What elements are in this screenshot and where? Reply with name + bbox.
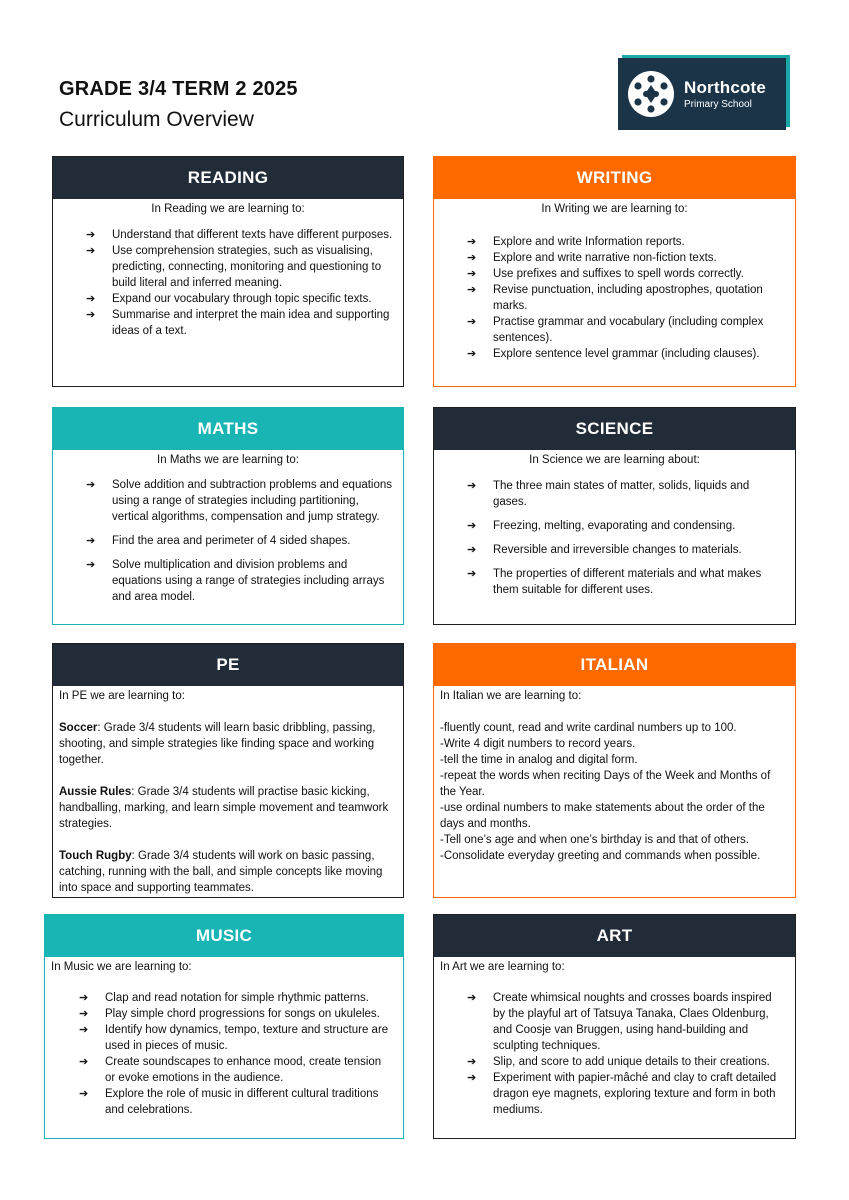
list-item: ➔ Practise grammar and vocabulary (including complex sentences). bbox=[467, 314, 785, 346]
list-item: -fluently count, read and write cardinal numbers up to 100. bbox=[440, 722, 737, 734]
writing-panel bbox=[433, 156, 796, 387]
list-item: ➔ Explore sentence level grammar (including clauses). bbox=[467, 346, 785, 362]
list-item: ➔ Play simple chord progressions for songs on ukuleles. bbox=[79, 1006, 393, 1022]
list-item: ➔ Create whimsical noughts and crosses boards inspired by the playful art of Tatsuya Tanaka, Claes Oldenburg, and Coosje van Bruggen, using hand-building and sculpting techniques. bbox=[467, 990, 785, 1054]
pe-sport-soccer bbox=[59, 720, 397, 768]
pe-sport-touch-rugby bbox=[59, 848, 397, 896]
list-item: ➔ Revise punctuation, including apostrophes, quotation marks. bbox=[467, 282, 785, 314]
logo-name: Northcote bbox=[684, 78, 767, 97]
sport-name: Touch Rugby bbox=[59, 850, 132, 862]
list-item: ➔ Use prefixes and suffixes to spell words correctly. bbox=[467, 266, 785, 282]
maths-panel bbox=[52, 407, 404, 625]
list-item: ➔ Solve multiplication and division problems and equations using a range of strategies including arrays and area model. bbox=[86, 557, 393, 605]
music-intro: In Music we are learning to: bbox=[51, 961, 192, 973]
maths-intro: In Maths we are learning to: bbox=[157, 454, 299, 466]
maths-heading: MATHS bbox=[53, 408, 403, 450]
list-item: ➔ The properties of different materials and what makes them suitable for different uses. bbox=[467, 566, 785, 598]
art-intro: In Art we are learning to: bbox=[440, 961, 565, 973]
list-item: ➔ Freezing, melting, evaporating and condensing. bbox=[467, 518, 785, 534]
art-heading: ART bbox=[434, 915, 795, 957]
page-subtitle: Curriculum Overview bbox=[59, 108, 254, 131]
list-item: -repeat the words when reciting Days of the Week and Months of the Year. bbox=[440, 770, 771, 798]
sport-name: Aussie Rules bbox=[59, 786, 132, 798]
list-item: ➔ Expand our vocabulary through topic specific texts. bbox=[86, 291, 393, 307]
pe-heading: PE bbox=[53, 644, 403, 686]
sport-description: : Grade 3/4 students will work on basic passing, catching, running with the ball, and simple concepts like moving into space and supporting teammates. bbox=[59, 850, 383, 894]
list-item: -tell the time in analog and digital form. bbox=[440, 754, 638, 766]
music-panel bbox=[44, 914, 404, 1139]
italian-intro: In Italian we are learning to: bbox=[440, 690, 582, 702]
list-item: ➔ Solve addition and subtraction problems and equations using a range of strategies including partitioning, vertical algorithms, compensation and jump strategy. bbox=[86, 477, 393, 525]
list-item: ➔ Reversible and irreversible changes to materials. bbox=[467, 542, 785, 558]
school-logo bbox=[618, 58, 786, 130]
list-item: ➔ Find the area and perimeter of 4 sided shapes. bbox=[86, 533, 393, 549]
science-list bbox=[467, 478, 785, 598]
pe-intro: In PE we are learning to: bbox=[59, 690, 185, 702]
pe-panel bbox=[52, 643, 404, 898]
people-circle-icon bbox=[626, 69, 676, 119]
art-list bbox=[467, 990, 785, 1118]
sport-description: : Grade 3/4 students will learn basic dribbling, passing, shooting, and simple strategies like finding space and working together. bbox=[59, 722, 376, 766]
writing-list bbox=[467, 234, 785, 362]
list-item: ➔ Slip, and score to add unique details to their creations. bbox=[467, 1054, 785, 1070]
list-item: -Tell one’s age and when one’s birthday is and that of others. bbox=[440, 834, 750, 846]
reading-intro: In Reading we are learning to: bbox=[151, 203, 305, 215]
reading-heading: READING bbox=[53, 157, 403, 199]
sport-description: : Grade 3/4 students will practise basic kicking, handballing, marking, and learn simple movement and teamwork strategies. bbox=[59, 786, 389, 830]
music-heading: MUSIC bbox=[45, 915, 403, 957]
list-item: ➔ Explore the role of music in different cultural traditions and celebrations. bbox=[79, 1086, 393, 1118]
list-item: ➔ Identify how dynamics, tempo, texture and structure are used in pieces of music. bbox=[79, 1022, 393, 1054]
maths-list bbox=[86, 477, 393, 605]
science-panel bbox=[433, 407, 796, 625]
list-item: ➔ Create soundscapes to enhance mood, create tension or evoke emotions in the audience. bbox=[79, 1054, 393, 1086]
list-item: ➔ Use comprehension strategies, such as visualising, predicting, connecting, monitoring and questioning to build literal and inferred meaning. bbox=[86, 243, 393, 291]
reading-list bbox=[86, 227, 393, 339]
logo-subtitle: Primary School bbox=[684, 99, 752, 110]
list-item: ➔ Understand that different texts have different purposes. bbox=[86, 227, 393, 243]
list-item: ➔ Explore and write narrative non-fiction texts. bbox=[467, 250, 785, 266]
list-item: ➔ Explore and write Information reports. bbox=[467, 234, 785, 250]
list-item: -use ordinal numbers to make statements about the order of the days and months. bbox=[440, 802, 765, 830]
italian-panel bbox=[433, 643, 796, 898]
page-title: GRADE 3/4 TERM 2 2025 bbox=[59, 78, 298, 100]
list-item: -Write 4 digit numbers to record years. bbox=[440, 738, 636, 750]
writing-heading: WRITING bbox=[434, 157, 795, 199]
italian-heading: ITALIAN bbox=[434, 644, 795, 686]
list-item: ➔ Summarise and interpret the main idea and supporting ideas of a text. bbox=[86, 307, 393, 339]
list-item: -Consolidate everyday greeting and commands when possible. bbox=[440, 850, 761, 862]
music-list bbox=[79, 990, 393, 1118]
science-heading: SCIENCE bbox=[434, 408, 795, 450]
list-item: ➔ Clap and read notation for simple rhythmic patterns. bbox=[79, 990, 393, 1006]
sport-name: Soccer bbox=[59, 722, 98, 734]
list-item: ➔ The three main states of matter, solids, liquids and gases. bbox=[467, 478, 785, 510]
reading-panel bbox=[52, 156, 404, 387]
science-intro: In Science we are learning about: bbox=[529, 454, 700, 466]
art-panel bbox=[433, 914, 796, 1139]
pe-sport-aussie-rules bbox=[59, 784, 397, 832]
list-item: ➔ Experiment with papier-mâché and clay to craft detailed dragon eye magnets, exploring texture and form in both mediums. bbox=[467, 1070, 785, 1118]
writing-intro: In Writing we are learning to: bbox=[541, 203, 688, 215]
